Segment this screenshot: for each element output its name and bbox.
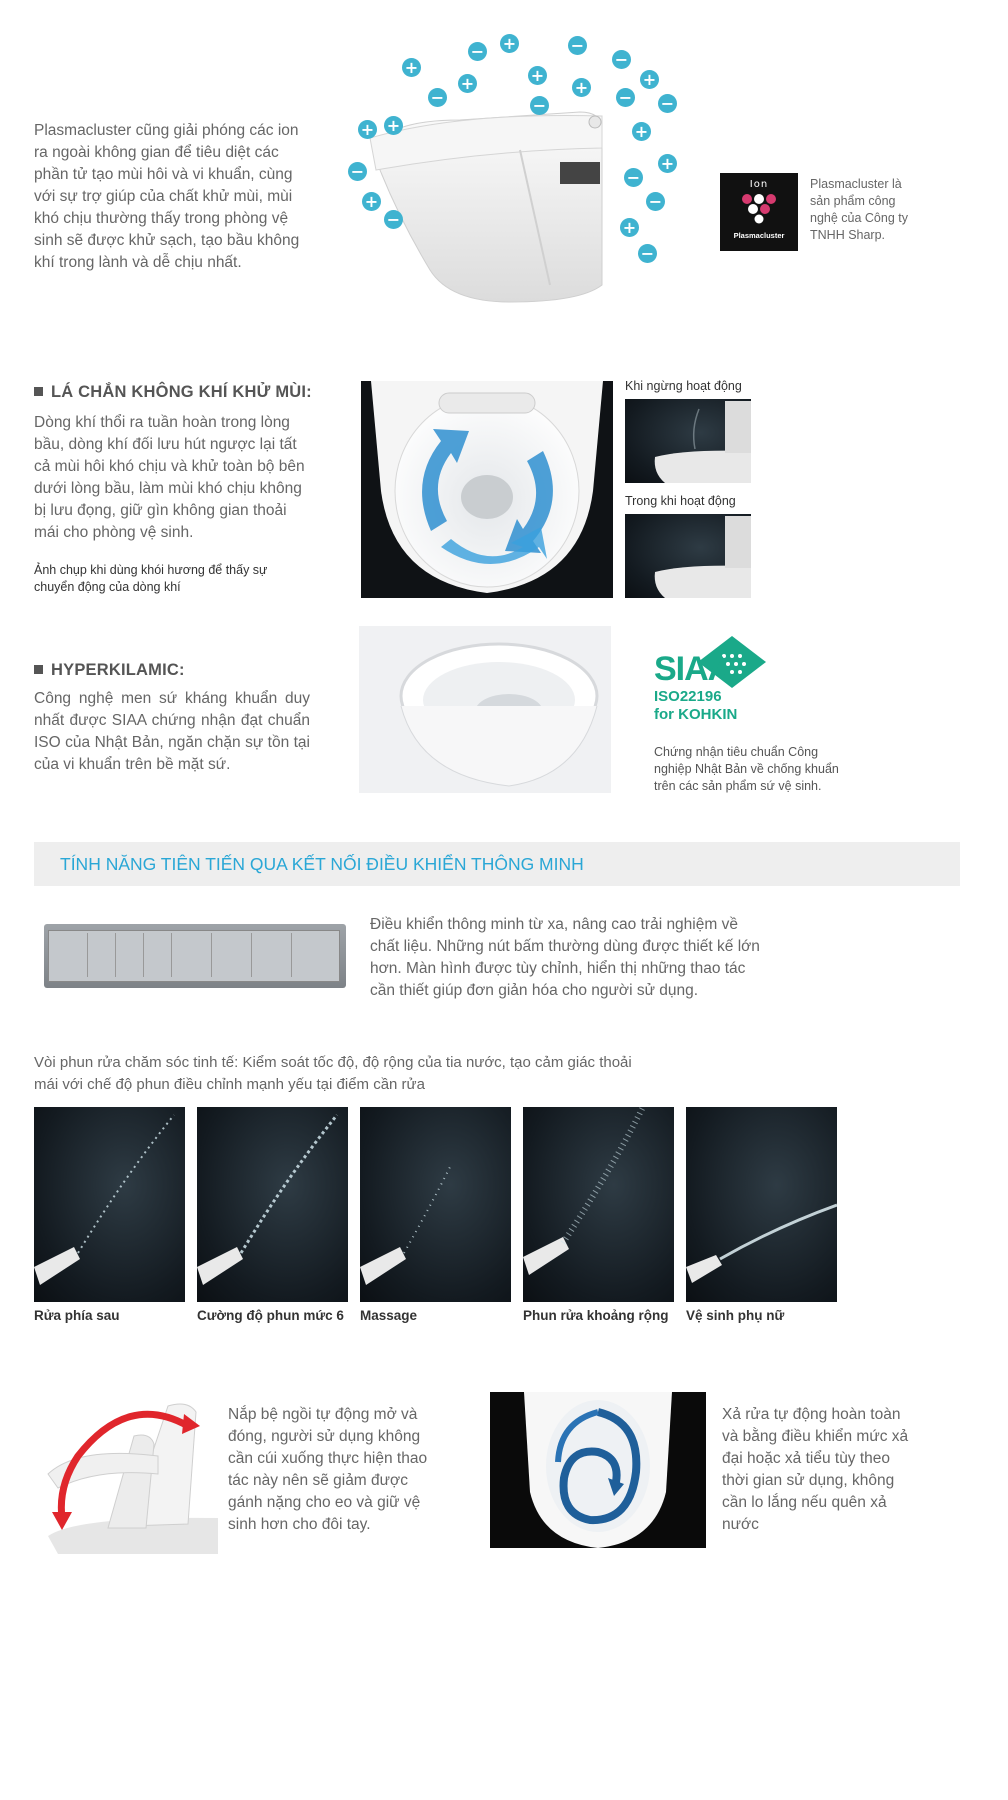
hyperkilamic-heading-text: HYPERKILAMIC: <box>51 661 185 679</box>
spray-mode-label: Phun rửa khoảng rộng <box>523 1308 669 1323</box>
ion-plus-icon: + <box>640 70 659 89</box>
spray-image <box>360 1107 511 1302</box>
ion-minus-icon: − <box>646 192 665 211</box>
plasmacluster-grape-icon <box>737 190 781 224</box>
ion-plus-icon: + <box>632 122 651 141</box>
remote-button <box>293 933 335 977</box>
auto-lid-text: Nắp bệ ngồi tự động mở và đóng, người sử dụng không cần cúi xuống thực hiện thao tác này nên sẽ giảm được gánh nặng cho eo và giữ vệ sinh hơn cho đôi tay. <box>228 1406 428 1533</box>
feature-banner <box>34 842 960 886</box>
ion-plus-icon: + <box>402 58 421 77</box>
spray-mode-label: Vệ sinh phụ nữ <box>686 1308 785 1323</box>
ion-plus-icon: + <box>384 116 403 135</box>
spray-mode-label: Rửa phía sau <box>34 1308 120 1323</box>
smoke-off-image <box>625 399 751 483</box>
remote-button <box>89 933 116 977</box>
ion-plus-icon: + <box>528 66 547 85</box>
hyperkilamic-heading <box>34 661 185 680</box>
smoke-off-toilet-icon <box>625 399 751 483</box>
airflow-arrows-icon <box>361 381 613 598</box>
remote-control-image <box>44 924 346 988</box>
ion-plus-icon: + <box>362 192 381 211</box>
square-bullet-icon <box>34 665 43 674</box>
remote-button <box>213 933 252 977</box>
ion-minus-icon: − <box>658 94 677 113</box>
ion-minus-icon: − <box>568 36 587 55</box>
ion-minus-icon: − <box>612 50 631 69</box>
smoke-on-toilet-icon <box>625 514 751 598</box>
ion-minus-icon: − <box>616 88 635 107</box>
ion-minus-icon: − <box>624 168 643 187</box>
auto-lid-icon <box>38 1396 220 1554</box>
siaa-note: Chứng nhận tiêu chuẩn Công nghiệp Nhật Bản về chống khuẩn trên các sản phẩm sứ vệ sinh. <box>654 745 839 793</box>
ion-toilet-illustration <box>340 30 680 310</box>
ion-plus-icon: + <box>358 120 377 139</box>
air-shield-caption: Ảnh chụp khi dùng khói hương để thấy sự chuyển động của dòng khí <box>34 563 268 594</box>
label-off: Khi ngừng hoạt động <box>625 379 742 393</box>
spray-nozzle-icon <box>197 1107 348 1302</box>
ion-plus-icon: + <box>572 78 591 97</box>
remote-button <box>117 933 144 977</box>
ion-plus-icon: + <box>458 74 477 93</box>
ion-minus-icon: − <box>530 96 549 115</box>
auto-flush-text: Xả rửa tự động hoàn toàn và bằng điều khiển mức xả đại hoặc xả tiểu tùy theo thời gian sử dụng, không cần lo lắng nếu quên xả nước <box>722 1406 909 1533</box>
spray-nozzle-icon <box>360 1107 511 1302</box>
ion-plus-icon: + <box>658 154 677 173</box>
spray-nozzle-icon <box>686 1107 837 1302</box>
spray-image <box>686 1107 837 1302</box>
airflow-bowl-image <box>361 381 613 598</box>
remote-text: Điều khiển thông minh từ xa, nâng cao trải nghiệm về chất liệu. Những nút bấm thường dùng được thiết kế lớn hơn. Màn hình được tùy chỉnh, hiển thị những thao tác cần thiết giúp đơn giản hóa cho người sử dụng. <box>370 916 760 999</box>
remote-button <box>253 933 292 977</box>
logo-plasmacluster-text: Plasmacluster <box>733 231 785 240</box>
remote-button <box>51 933 88 977</box>
square-bullet-icon <box>34 387 43 396</box>
spray-image <box>34 1107 185 1302</box>
ceramic-bowl-image <box>359 626 611 793</box>
ion-minus-icon: − <box>348 162 367 181</box>
plasmacluster-note: Plasmacluster là sản phẩm công nghệ của Công ty TNHH Sharp. <box>810 177 908 242</box>
spray-image <box>523 1107 674 1302</box>
remote-button <box>173 933 212 977</box>
spray-mode-label: Cường độ phun mức 6 <box>197 1308 344 1323</box>
remote-panel <box>48 930 340 982</box>
siaa-logo <box>654 636 774 726</box>
air-shield-heading <box>34 383 312 402</box>
hyperkilamic-text: Công nghệ men sứ kháng khuẩn duy nhất được SIAA chứng nhận đạt chuẩn ISO của Nhật Bản, ngăn chặn sự tồn tại của vi khuẩn trên bề mặt sứ. <box>34 690 310 773</box>
siaa-kohkin: for KOHKIN <box>654 706 738 723</box>
logo-ion-text: Ion <box>749 179 769 190</box>
auto-flush-image <box>490 1392 706 1548</box>
ceramic-bowl-icon <box>359 626 611 793</box>
spray-nozzle-icon <box>34 1107 185 1302</box>
ion-plus-icon: + <box>620 218 639 237</box>
auto-lid-image <box>38 1396 220 1554</box>
siaa-iso: ISO22196 <box>654 688 722 705</box>
label-on: Trong khi hoạt động <box>625 494 736 508</box>
spray-mode-label: Massage <box>360 1308 418 1323</box>
smoke-on-image <box>625 514 751 598</box>
plasmacluster-text: Plasmacluster cũng giải phóng các ion ra ngoài không gian để tiêu diệt các phần tử tạo mùi hôi và vi khuẩn, cùng với sự trợ giúp của chất khử mùi, mùi khó chịu thường thấy trong phòng vệ sinh sẽ được khử sạch, tạo bầu không khí trong lành và dễ chịu nhất. <box>34 122 300 271</box>
air-shield-heading-text: LÁ CHẮN KHÔNG KHÍ KHỬ MÙI: <box>51 383 312 401</box>
air-shield-text: Dòng khí thổi ra tuần hoàn trong lòng bầu, dòng khí đối lưu hút ngược lại tất cả mùi hôi khó chịu và khử toàn bộ bên dưới lòng bầu, làm mùi khó chịu không bị lưu đọng, giữ gìn không gian thoải mái cho phòng vệ sinh. <box>34 414 305 541</box>
spray-intro: Vòi phun rửa chăm sóc tinh tế: Kiểm soát tốc độ, độ rộng của tia nước, tạo cảm giác thoải mái với chế độ phun điều chỉnh mạnh yếu tại điểm cần rửa <box>34 1054 632 1093</box>
spray-nozzle-icon <box>523 1107 674 1302</box>
ion-minus-icon: − <box>638 244 657 263</box>
ion-minus-icon: − <box>468 42 487 61</box>
feature-banner-title: TÍNH NĂNG TIÊN TIẾN QUA KẾT NỐI ĐIỀU KHIỂN THÔNG MINH <box>60 854 584 874</box>
spray-mode-list <box>34 1107 844 1327</box>
siaa-title: SIAA <box>654 650 732 688</box>
ion-plus-icon: + <box>500 34 519 53</box>
ion-minus-icon: − <box>428 88 447 107</box>
remote-button <box>145 933 172 977</box>
ion-minus-icon: − <box>384 210 403 229</box>
spray-image <box>197 1107 348 1302</box>
flush-swirl-icon <box>490 1392 706 1548</box>
plasmacluster-logo <box>720 173 798 251</box>
